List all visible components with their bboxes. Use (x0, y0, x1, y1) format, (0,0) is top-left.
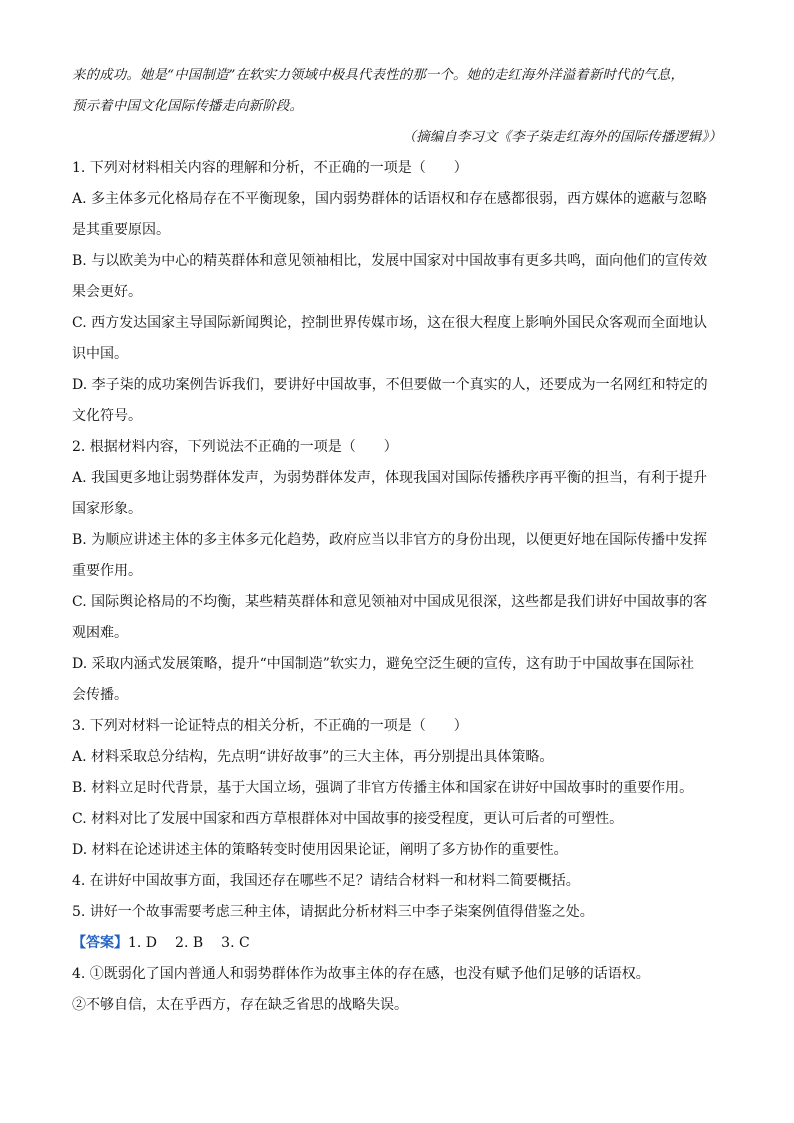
source-citation: （摘编自李习文《李子柒走红海外的国际传播逻辑》） (402, 130, 722, 145)
q2-option-a-line-1: A. 我国更多地让弱势群体发声，为弱势群体发声，体现我国对国际传播秩序再平衡的担当，有利于提升 (72, 470, 708, 486)
q1-option-a-line-1: A. 多主体多元化格局存在不平衡现象，国内弱势群体的话语权和存在感都很弱，西方媒体的遮蔽与忽略 (72, 191, 708, 207)
answer-4-line-1: 4. ①既弱化了国内普通人和弱势群体作为故事主体的存在感，也没有赋予他们足够的话语权。 (72, 966, 650, 982)
intro-line-1: 来的成功。她是“中国制造”在软实力领域中极具代表性的那一个。她的走红海外洋溢着新时代的气息， (72, 68, 685, 83)
q2-option-c-line-2: 观困难。 (72, 625, 128, 641)
q3-option-d: D. 材料在论述讲述主体的策略转变时使用因果论证，阐明了多方协作的重要性。 (72, 842, 568, 858)
q2-option-d-line-1: D. 采取内涵式发展策略，提升“中国制造”软实力，避免空泛生硬的宣传，这有助于中国故事在国际社 (72, 656, 694, 672)
q1-option-a-line-2: 是其重要原因。 (72, 222, 170, 238)
intro-line-2: 预示着中国文化国际传播走向新阶段。 (72, 99, 304, 114)
question-2-stem: 2. 根据材料内容，下列说法不正确的一项是（ ） (72, 439, 398, 455)
q3-option-a: A. 材料采取总分结构，先点明“讲好故事”的三大主体，再分别提出具体策略。 (72, 749, 554, 765)
q1-option-b-line-2: 果会更好。 (72, 284, 142, 300)
q2-option-b-line-1: B. 为顺应讲述主体的多主体多元化趋势，政府应当以非官方的身份出现，以便更好地在国际传播中发挥 (72, 532, 708, 548)
q2-option-c-line-1: C. 国际舆论格局的不均衡，某些精英群体和意见领袖对中国成见很深，这些都是我们讲好中国故事的客 (72, 594, 708, 610)
q2-option-d-line-2: 会传播。 (72, 687, 128, 703)
document-content (72, 60, 722, 1021)
q3-option-b: B. 材料立足时代背景，基于大国立场，强调了非官方传播主体和国家在讲好中国故事时的重要作用。 (72, 780, 694, 796)
answer-tag: 【答案】 (72, 935, 128, 951)
question-4-stem: 4. 在讲好中国故事方面，我国还存在哪些不足？请结合材料一和材料二简要概括。 (72, 873, 580, 889)
q1-option-d-line-2: 文化符号。 (72, 408, 142, 424)
question-3-stem: 3. 下列对材料一论证特点的相关分析，不正确的一项是（ ） (72, 718, 468, 734)
q1-option-c-line-1: C. 西方发达国家主导国际新闻舆论，控制世界传媒市场，这在很大程度上影响外国民众客观而全面地认 (72, 315, 708, 331)
answer-line (72, 928, 722, 959)
q2-option-b-line-2: 重要作用。 (72, 563, 142, 579)
answer-2: 2. B (175, 935, 204, 951)
question-5-stem: 5. 讲好一个故事需要考虑三种主体，请据此分析材料三中李子柒案例值得借鉴之处。 (72, 904, 594, 920)
q1-option-d-line-1: D. 李子柒的成功案例告诉我们，要讲好中国故事，不但要做一个真实的人，还要成为一名网红和特定的 (72, 377, 708, 393)
q3-option-c: C. 材料对比了发展中国家和西方草根群体对中国故事的接受程度，更认可后者的可塑性。 (72, 811, 624, 827)
q1-option-b-line-1: B. 与以欧美为中心的精英群体和意见领袖相比，发展中国家对中国故事有更多共鸣，面向他们的宣传效 (72, 253, 708, 269)
question-1-stem: 1. 下列对材料相关内容的理解和分析，不正确的一项是（ ） (72, 160, 468, 176)
q2-option-a-line-2: 国家形象。 (72, 501, 142, 517)
q1-option-c-line-2: 识中国。 (72, 346, 128, 362)
answer-4-line-2: ②不够自信，太在乎西方，存在缺乏省思的战略失误。 (72, 997, 408, 1013)
answer-1: 1. D (128, 935, 158, 951)
answer-3: 3. C (221, 935, 250, 951)
